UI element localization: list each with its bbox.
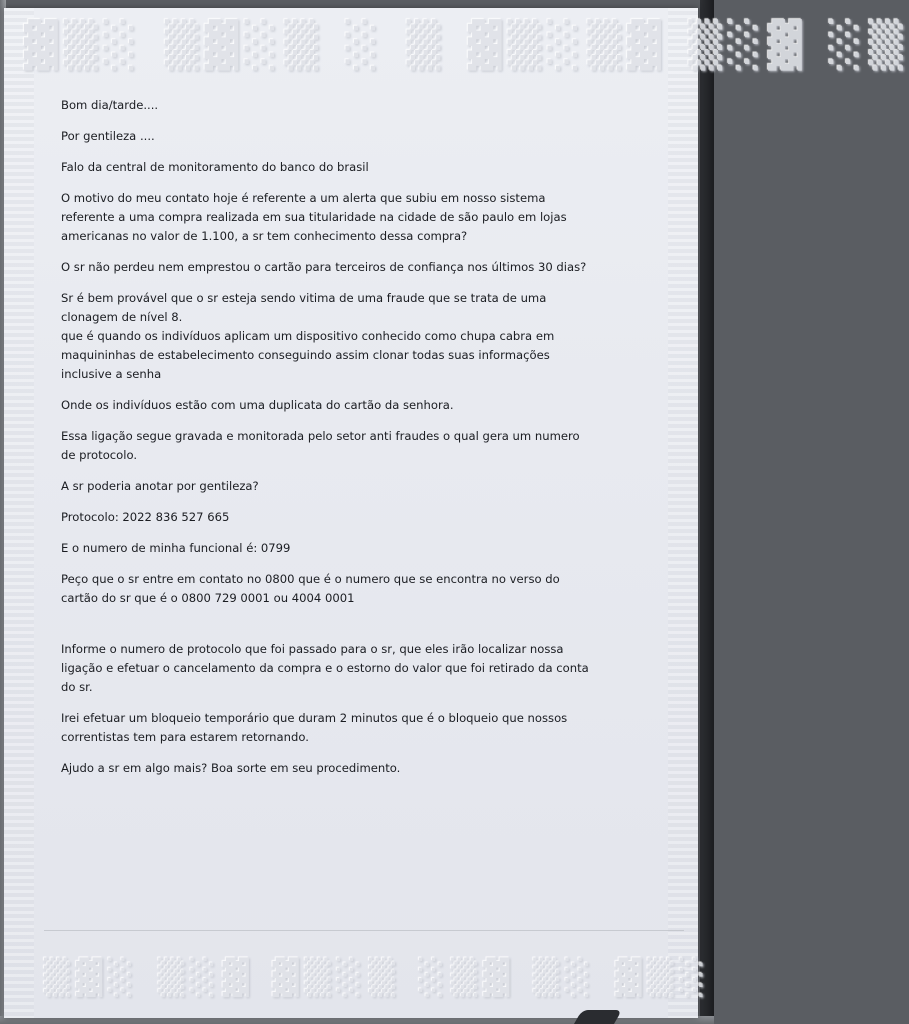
- paragraph-employee-id: E o numero de minha funcional é: 0799: [61, 541, 291, 555]
- paragraph-protocol: Protocolo: 2022 836 527 665: [61, 510, 230, 524]
- paragraph-card-question: O sr não perdeu nem emprestou o cartão para terceiros de confiança nos últimos 30 dias?: [61, 260, 587, 274]
- paragraph-recorded-call: Essa ligação segue gravada e monitorada pelo setor anti fraudes o qual gera um numero de protocolo.: [61, 429, 580, 462]
- paragraph-alert-reason: O motivo do meu contato hoje é referente a um alerta que subiu em nosso sistema referente a uma compra realizada em sua titularidade na cidade de são paulo em lojas americanas no valor de 1.100, a sr tem conhecimento dessa compra?: [61, 191, 567, 243]
- paragraph-note-request: A sr poderia anotar por gentileza?: [61, 479, 259, 493]
- paragraph-introduction: Falo da central de monitoramento do banco do brasil: [61, 160, 369, 174]
- paragraph-fraud-explanation: Sr é bem provável que o sr esteja sendo vitima de uma fraude que se trata de uma clonagem de nível 8. que é quando os indivíduos aplicam um dispositivo conhecido como chupa cabra em maquininhas de estabelecimento conseguindo assim clonar todas suas informações inclusive a senha: [61, 291, 555, 381]
- embossed-border-right: [668, 8, 698, 1018]
- paper-fold-line: [44, 930, 684, 931]
- paper-sheet: [4, 8, 909, 1018]
- background-surface-right: [700, 0, 714, 1024]
- dark-object-corner: [574, 1010, 622, 1024]
- paragraph-contact-number: Peço que o sr entre em contato no 0800 que é o numero que se encontra no verso do cartão do sr que é o 0800 729 0001 ou 4004 0001: [61, 572, 560, 605]
- paragraph-inform-protocol: Informe o numero de protocolo que foi passado para o sr, que eles irão localizar nossa ligação e efetuar o cancelamento da compra e o estorno do valor que foi retirado da conta do sr.: [61, 642, 589, 694]
- paragraph-closing: Ajudo a sr em algo mais? Boa sorte em seu procedimento.: [61, 761, 401, 775]
- paragraph-duplicate-card: Onde os indivíduos estão com uma duplicata do cartão da senhora.: [61, 398, 454, 412]
- embossed-border-left: [4, 8, 34, 1018]
- paragraph-temporary-block: Irei efetuar um bloqueio temporário que duram 2 minutos que é o bloqueio que nossos correntistas tem para estarem retornando.: [61, 711, 568, 744]
- embossed-pattern-bottom: ▒▓░ ▒░▓ ▓▒░▒ ░▒▓ ▒░ ▓▒░: [44, 958, 712, 998]
- paragraph-courtesy: Por gentileza ....: [61, 129, 155, 143]
- embossed-pattern-top: ▓▒░ ▒▓░▒ ░ ▒ ▓▒░▒▓ ▒░▓ ░▒: [24, 20, 909, 71]
- document-body: [61, 96, 591, 790]
- paragraph-greeting: Bom dia/tarde....: [61, 98, 159, 112]
